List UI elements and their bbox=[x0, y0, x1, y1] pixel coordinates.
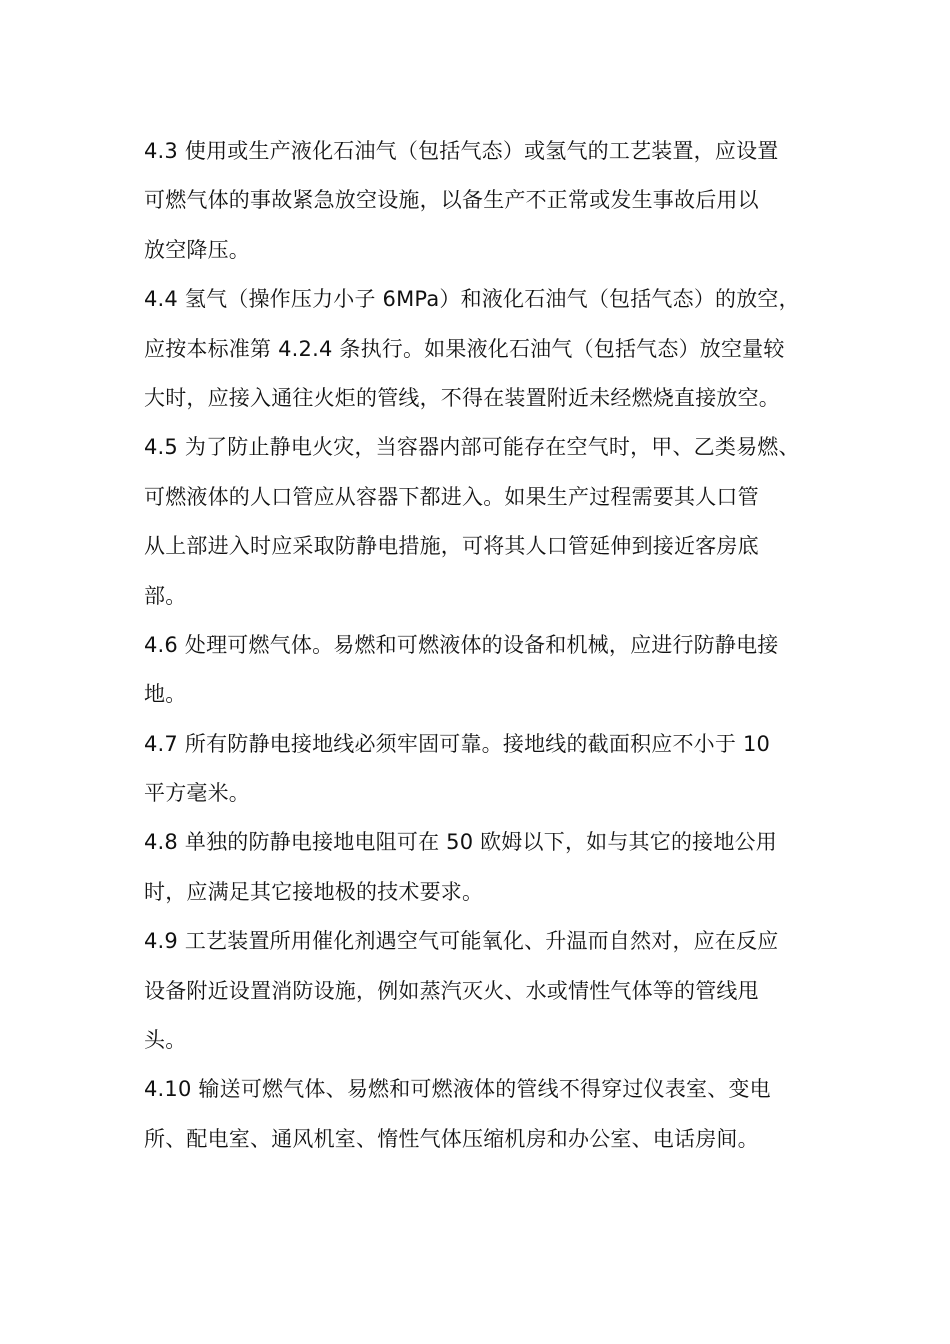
text-line: 地。 bbox=[144, 682, 187, 707]
text-line: 可燃气体的事故紧急放空设施，以备生产不正常或发生事故后用以 bbox=[144, 188, 759, 213]
text-line: 4.10 输送可燃气体、易燃和可燃液体的管线不得穿过仪表室、变电 bbox=[144, 1077, 771, 1102]
text-line: 4.8 单独的防静电接地电阻可在 50 欧姆以下，如与其它的接地公用 bbox=[144, 830, 777, 855]
text-line: 应按本标准第 4.2.4 条执行。如果液化石油气（包括气态）放空量较 bbox=[144, 336, 785, 361]
document-body bbox=[144, 131, 834, 1168]
text-line: 从上部进入时应采取防静电措施，可将其人口管延伸到接近客房底 bbox=[144, 534, 759, 559]
text-line: 放空降压。 bbox=[144, 237, 250, 262]
text-line: 部。 bbox=[144, 583, 187, 608]
text-line: 4.5 为了防止静电火灾，当容器内部可能存在空气时，甲、乙类易燃、 bbox=[144, 435, 800, 460]
text-line: 可燃液体的人口管应从容器下都进入。如果生产过程需要其人口管 bbox=[144, 484, 759, 509]
text-line: 时，应满足其它接地极的技术要求。 bbox=[144, 879, 484, 904]
text-line: 头。 bbox=[144, 1028, 187, 1053]
text-line: 4.9 工艺装置所用催化剂遇空气可能氧化、升温而自然对，应在反应 bbox=[144, 929, 779, 954]
text-line: 所、配电室、通风机室、惰性气体压缩机房和办公室、电话房间。 bbox=[144, 1126, 759, 1151]
text-line: 4.4 氢气（操作压力小子 6MPa）和液化石油气（包括气态）的放空， bbox=[144, 287, 800, 312]
text-line: 4.7 所有防静电接地线必须牢固可靠。接地线的截面积应不小于 10 bbox=[144, 731, 771, 756]
text-line: 平方毫米。 bbox=[144, 781, 250, 806]
text-line: 设备附近设置消防设施，例如蒸汽灭火、水或情性气体等的管线甩 bbox=[144, 978, 759, 1003]
text-line: 4.3 使用或生产液化石油气（包括气态）或氢气的工艺装置，应设置 bbox=[144, 139, 779, 163]
text-line: 大时，应接入通往火炬的管线，不得在装置附近未经燃烧直接放空。 bbox=[144, 385, 780, 410]
text-line: 4.6 处理可燃气体。易燃和可燃液体的设备和机械，应进行防静电接 bbox=[144, 632, 779, 657]
